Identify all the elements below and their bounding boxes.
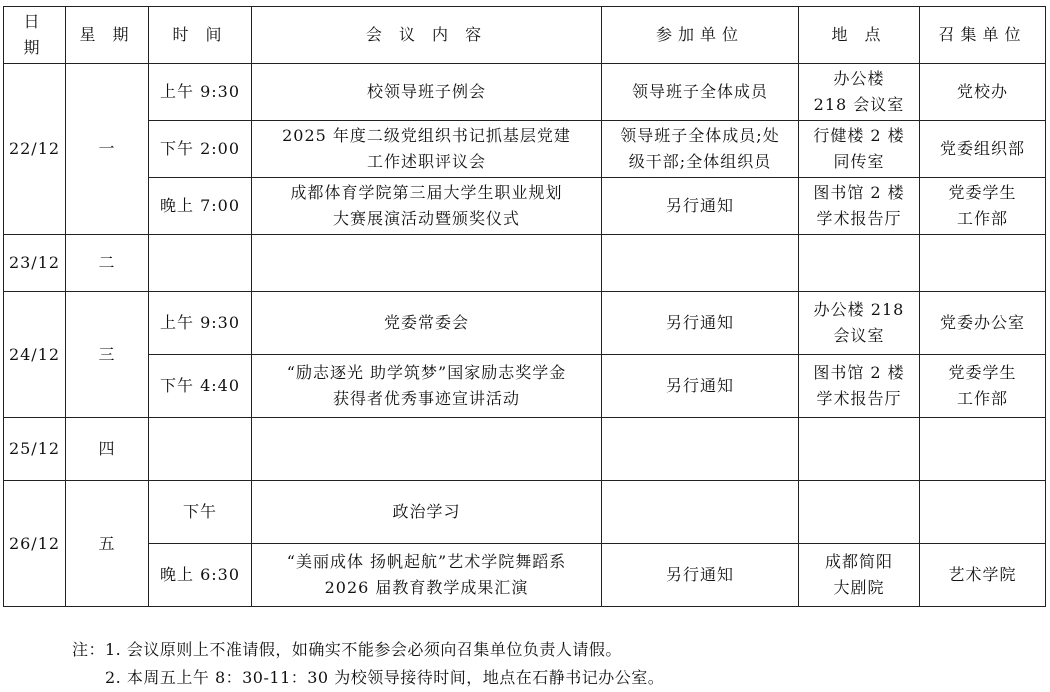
note-1: 注：1. 会议原则上不准请假，如确实不能参会必须向召集单位负责人请假。 — [72, 640, 622, 659]
time-cell: 晚上 6:30 — [149, 544, 252, 607]
content-cell: 2025 年度二级党组织书记抓基层党建 工作述职评议会 — [252, 121, 602, 178]
participants-cell: 另行通知 — [602, 292, 799, 355]
schedule-row — [4, 544, 1046, 607]
header-weekday: 星 期 — [66, 7, 149, 64]
note-2: 2. 本周五上午 8：30-11：30 为校领导接待时间，地点在石静书记办公室。 — [105, 668, 665, 687]
time-cell: 上午 9:30 — [149, 64, 252, 121]
location-cell — [799, 235, 920, 292]
schedule-row — [4, 178, 1046, 235]
meeting-schedule-table — [3, 6, 1046, 607]
header-row — [4, 7, 1046, 64]
convener-cell: 党委组织部 — [920, 121, 1046, 178]
time-cell: 下午 2:00 — [149, 121, 252, 178]
convener-cell — [920, 235, 1046, 292]
location-cell: 行健楼 2 楼 同传室 — [799, 121, 920, 178]
schedule-row — [4, 64, 1046, 121]
participants-cell: 另行通知 — [602, 355, 799, 418]
header-convener: 召集单位 — [920, 7, 1046, 64]
time-cell: 晚上 7:00 — [149, 178, 252, 235]
time-cell: 上午 9:30 — [149, 292, 252, 355]
weekday-cell: 五 — [66, 481, 149, 607]
header-location: 地 点 — [799, 7, 920, 64]
convener-cell: 党委学生 工作部 — [920, 355, 1046, 418]
header-date: 日 期 — [4, 7, 66, 64]
date-cell: 26/12 — [4, 481, 66, 607]
time-cell — [149, 418, 252, 481]
schedule-row — [4, 121, 1046, 178]
participants-cell: 另行通知 — [602, 178, 799, 235]
content-cell: 成都体育学院第三届大学生职业规划 大赛展演活动暨颁奖仪式 — [252, 178, 602, 235]
header-participants: 参加单位 — [602, 7, 799, 64]
location-cell: 办公楼 218 会议室 — [799, 64, 920, 121]
convener-cell: 艺术学院 — [920, 544, 1046, 607]
location-cell: 办公楼 218 会议室 — [799, 292, 920, 355]
weekday-cell: 二 — [66, 235, 149, 292]
notes — [72, 636, 664, 692]
date-cell: 22/12 — [4, 64, 66, 235]
content-cell: “励志逐光 助学筑梦”国家励志奖学金 获得者优秀事迹宣讲活动 — [252, 355, 602, 418]
convener-cell: 党委办公室 — [920, 292, 1046, 355]
location-cell: 图书馆 2 楼 学术报告厅 — [799, 178, 920, 235]
time-cell — [149, 235, 252, 292]
date-cell: 25/12 — [4, 418, 66, 481]
content-cell: 校领导班子例会 — [252, 64, 602, 121]
weekday-cell: 一 — [66, 64, 149, 235]
convener-cell — [920, 418, 1046, 481]
convener-cell: 党校办 — [920, 64, 1046, 121]
header-time: 时 间 — [149, 7, 252, 64]
location-cell — [799, 481, 920, 544]
date-cell: 23/12 — [4, 235, 66, 292]
content-cell — [252, 418, 602, 481]
schedule-row — [4, 292, 1046, 355]
time-cell: 下午 — [149, 481, 252, 544]
content-cell — [252, 235, 602, 292]
participants-cell: 领导班子全体成员;处 级干部;全体组织员 — [602, 121, 799, 178]
schedule-row — [4, 355, 1046, 418]
weekday-cell: 三 — [66, 292, 149, 418]
schedule-row — [4, 418, 1046, 481]
schedule-row — [4, 235, 1046, 292]
participants-cell — [602, 418, 799, 481]
header-content: 会 议 内 容 — [252, 7, 602, 64]
location-cell: 成都简阳 大剧院 — [799, 544, 920, 607]
weekday-cell: 四 — [66, 418, 149, 481]
location-cell: 图书馆 2 楼 学术报告厅 — [799, 355, 920, 418]
content-cell: “美丽成体 扬帆起航”艺术学院舞蹈系 2026 届教育教学成果汇演 — [252, 544, 602, 607]
date-cell: 24/12 — [4, 292, 66, 418]
participants-cell — [602, 481, 799, 544]
location-cell — [799, 418, 920, 481]
content-cell: 党委常委会 — [252, 292, 602, 355]
convener-cell: 党委学生 工作部 — [920, 178, 1046, 235]
convener-cell — [920, 481, 1046, 544]
time-cell: 下午 4:40 — [149, 355, 252, 418]
participants-cell: 另行通知 — [602, 544, 799, 607]
participants-cell: 领导班子全体成员 — [602, 64, 799, 121]
participants-cell — [602, 235, 799, 292]
content-cell: 政治学习 — [252, 481, 602, 544]
schedule-row — [4, 481, 1046, 544]
